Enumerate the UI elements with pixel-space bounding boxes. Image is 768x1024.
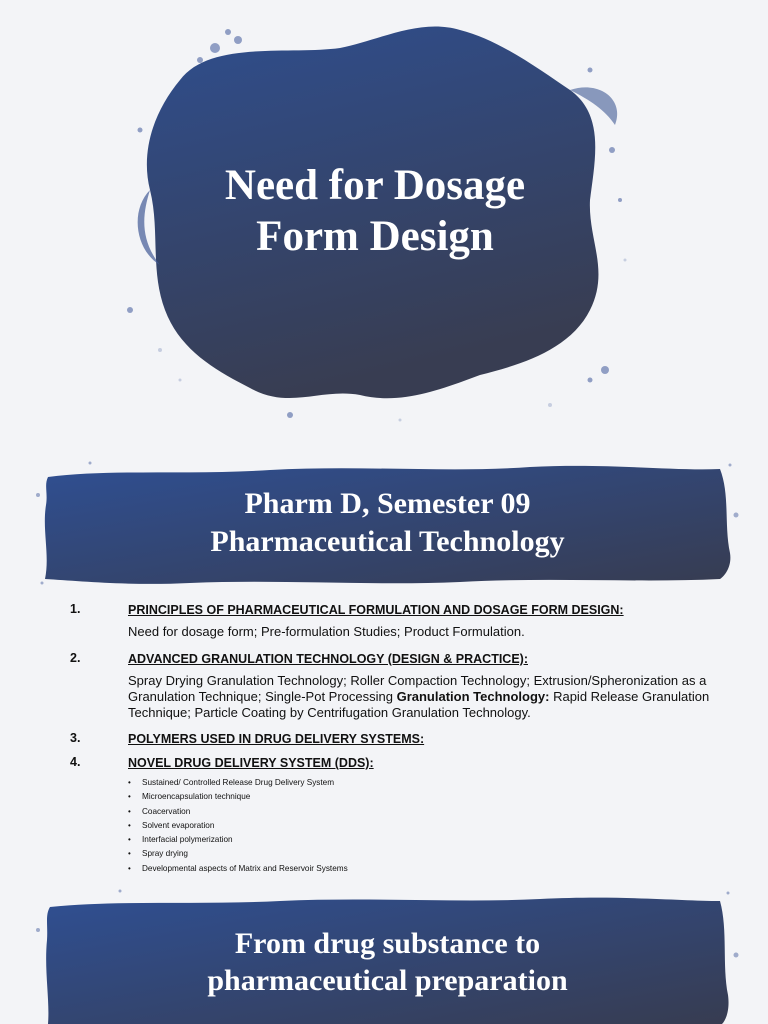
bottom-banner bbox=[30, 885, 745, 1024]
bullet-icon: • bbox=[128, 849, 131, 859]
bullet-item bbox=[128, 805, 710, 819]
bottom-banner-title bbox=[30, 925, 745, 999]
title-line-2: Form Design bbox=[256, 213, 494, 260]
bullet-item bbox=[128, 776, 710, 790]
section-heading: PRINCIPLES OF PHARMACEUTICAL FORMULATION AND DOSAGE FORM DESIGN: bbox=[128, 603, 624, 617]
bullet-item bbox=[128, 862, 710, 876]
section-heading: POLYMERS USED IN DRUG DELIVERY SYSTEMS: bbox=[128, 732, 425, 746]
section-body bbox=[128, 673, 710, 721]
section-number: 1. bbox=[70, 602, 81, 616]
list-item bbox=[70, 602, 710, 640]
bullet-list bbox=[128, 776, 710, 876]
section-number: 4. bbox=[70, 755, 81, 769]
bullet-text: Spray drying bbox=[142, 849, 188, 859]
title-line-1: Need for Dosage bbox=[224, 162, 526, 209]
bullet-text: Sustained/ Controlled Release Drug Delivery System bbox=[142, 778, 335, 787]
bullet-icon: • bbox=[128, 806, 131, 816]
subtitle bbox=[30, 485, 745, 561]
bullet-icon: • bbox=[128, 835, 131, 845]
section-body-bold: Granulation Technology: bbox=[396, 689, 550, 704]
bullet-icon: • bbox=[128, 778, 131, 787]
bullet-text: Developmental aspects of Matrix and Reservoir Systems bbox=[142, 863, 348, 873]
bullet-icon: • bbox=[128, 820, 131, 830]
bullet-item bbox=[128, 819, 710, 833]
section-heading: NOVEL DRUG DELIVERY SYSTEM (DDS): bbox=[128, 756, 374, 770]
section-number: 2. bbox=[70, 651, 81, 665]
bottom-banner-line-2: pharmaceutical preparation bbox=[207, 964, 568, 997]
subtitle-line-1: Pharm D, Semester 09 bbox=[244, 487, 531, 520]
page-title bbox=[120, 160, 630, 262]
bullet-item bbox=[128, 833, 710, 847]
section-number: 3. bbox=[70, 731, 81, 745]
bullet-text: Solvent evaporation bbox=[142, 820, 215, 830]
bullet-icon: • bbox=[128, 792, 131, 802]
section-body-text: Spray Drying Granulation Technology; Roller Compaction Technology; Extrusion/Spheronization as a Granulation Technique; Single-Pot Processing bbox=[128, 673, 707, 704]
subtitle-line-2: Pharmaceutical Technology bbox=[210, 525, 565, 558]
title-splash bbox=[120, 10, 630, 430]
section-heading: ADVANCED GRANULATION TECHNOLOGY (DESIGN & PRACTICE): bbox=[128, 652, 528, 666]
bullet-icon: • bbox=[128, 863, 131, 873]
section-body: Need for dosage form; Pre-formulation Studies; Product Formulation. bbox=[128, 624, 525, 639]
bullet-item bbox=[128, 790, 710, 804]
bullet-text: Interfacial polymerization bbox=[142, 835, 233, 845]
section-body-text: Rapid Release Granulation Technique; Particle Coating by Centrifugation Granulation Technology. bbox=[128, 689, 710, 720]
bullet-item bbox=[128, 847, 710, 861]
bullet-text: Coacervation bbox=[142, 806, 191, 816]
bullet-text: Microencapsulation technique bbox=[142, 792, 251, 802]
list-item bbox=[70, 651, 710, 721]
bottom-banner-line-1: From drug substance to bbox=[234, 927, 541, 960]
list-item bbox=[70, 731, 710, 747]
subtitle-banner bbox=[30, 455, 745, 590]
list-item bbox=[70, 755, 710, 876]
syllabus-list bbox=[0, 595, 768, 876]
